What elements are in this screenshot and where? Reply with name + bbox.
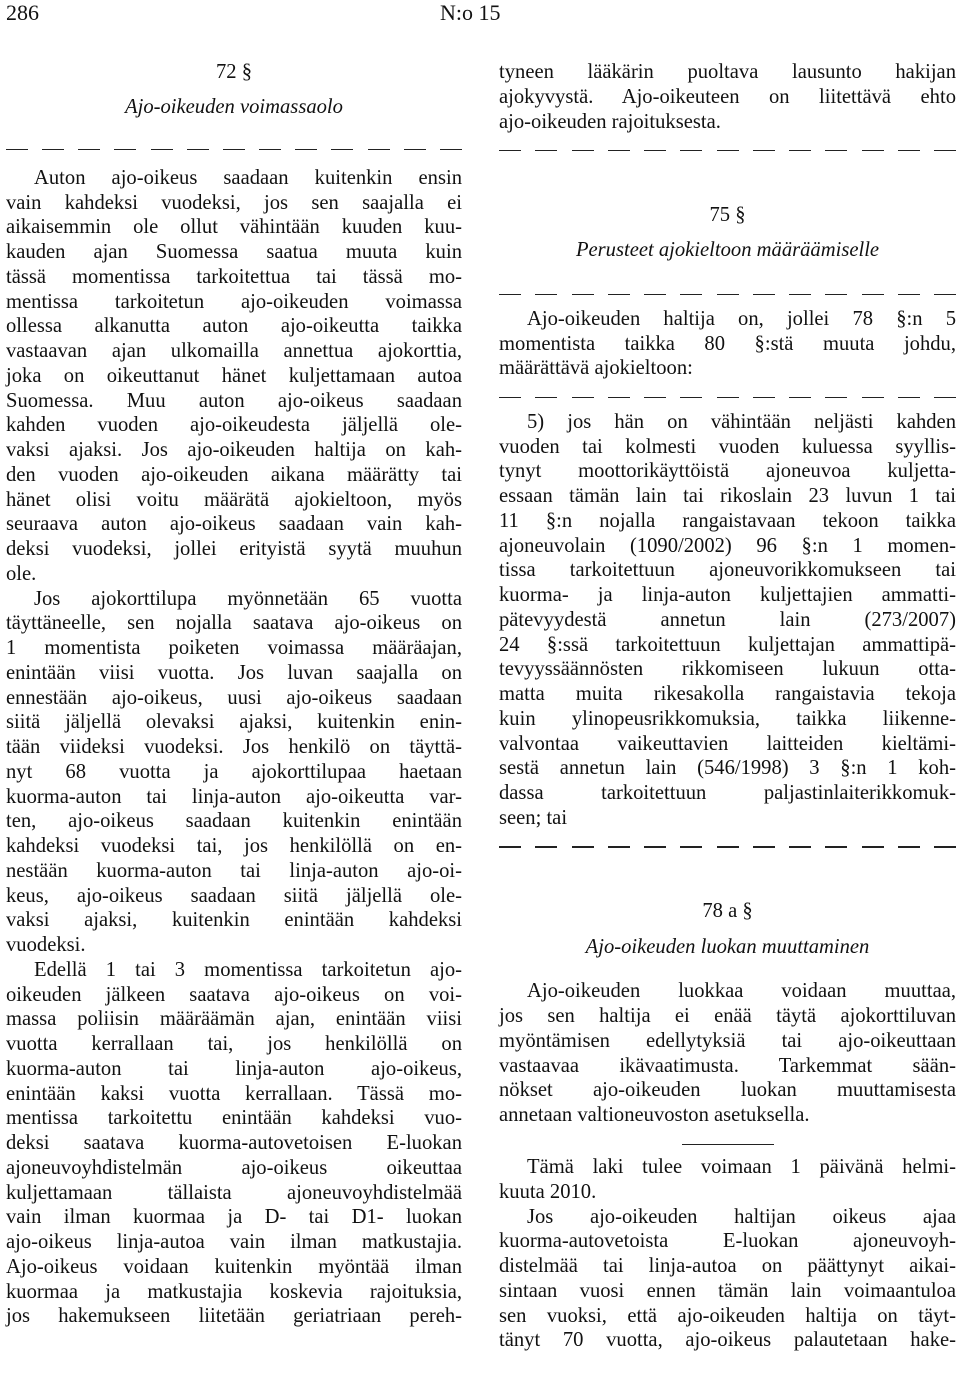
omission-dash bbox=[680, 397, 702, 399]
text-line: määrättävä ajokieltoon: bbox=[499, 357, 693, 380]
text-line: keus, ajo-oikeus saadaan siitä jäljellä ole- bbox=[6, 884, 462, 907]
omission-dash bbox=[717, 294, 739, 296]
text-line: 24 §:ssä tarkoitettuun kuljettajan ammattipä- bbox=[499, 633, 956, 656]
text-line: tynyt moottorikäyttöistä ajoneuvoa kuljetta- bbox=[499, 460, 956, 483]
issue-number: N:o 15 bbox=[440, 0, 501, 25]
omission-dash bbox=[680, 846, 702, 848]
omission-dash bbox=[862, 294, 884, 296]
text-line: hänet olisi voitu määrätä ajokieltoon, myös bbox=[6, 488, 462, 511]
omission-dash bbox=[42, 149, 64, 151]
text-line: ten, ajo-oikeus saadaan kuitenkin enintään bbox=[6, 810, 462, 833]
omission-dash bbox=[572, 846, 594, 848]
omission-dash bbox=[608, 397, 630, 399]
text-line: vuodeksi. bbox=[6, 934, 86, 956]
text-line: seuraava auton ajo-oikeus saadaan vain kah- bbox=[6, 513, 462, 536]
text-line: täyttäneelle, sen nojalla saatava ajo-oikeus on bbox=[6, 612, 462, 635]
text-line: pätevyydestä annetun lain (273/2007) bbox=[499, 608, 956, 631]
text-line: ajo-oikeus linja-autoa vain ilman matkustajia. bbox=[6, 1231, 462, 1253]
text-line: vuotta kerrallaan tai, jos henkilöllä on bbox=[6, 1033, 462, 1055]
omission-dash bbox=[499, 294, 521, 296]
omission-dash bbox=[898, 150, 920, 152]
text-line: vain kahdeksi vuodeksi, jos sen saajalla ei bbox=[6, 191, 462, 214]
section-75-title: Perusteet ajokieltoon määräämiselle bbox=[575, 239, 880, 261]
section-72-title: Ajo-oikeuden voimassaolo bbox=[125, 96, 343, 118]
omission-dash bbox=[535, 846, 557, 848]
omission-dash bbox=[644, 397, 666, 399]
text-line: ollessa alkanutta auton ajo-oikeutta taikka bbox=[6, 315, 462, 338]
text-line: distelmää tai linja-autoa on päättynyt aikai- bbox=[499, 1255, 956, 1278]
text-line: Tämä laki tulee voimaan 1 päivänä helmi- bbox=[527, 1156, 956, 1179]
omission-dash bbox=[789, 397, 811, 399]
text-line: massa poliisin määräämän ajan, enintään viisi bbox=[6, 1008, 462, 1031]
text-line: Jos ajokorttilupa myönnetään 65 vuotta bbox=[34, 587, 462, 610]
text-line: Jos ajo-oikeuden haltijan oikeus ajaa bbox=[527, 1205, 956, 1228]
omission-dash bbox=[404, 149, 426, 151]
text-line: tyneen lääkärin puoltava lausunto hakijan bbox=[499, 61, 956, 83]
omission-dash bbox=[572, 294, 594, 296]
omission-dash bbox=[499, 150, 521, 152]
text-line: kauden ajan Suomessa saatua muuta kuin bbox=[6, 241, 462, 263]
text-line: nyt 68 vuotta ja ajokorttilupaa haetaan bbox=[6, 760, 462, 783]
omission-dash bbox=[499, 397, 521, 399]
text-line: Ajo-oikeuden haltija on, jollei 78 §:n 5 bbox=[527, 307, 956, 330]
omission-dashes bbox=[499, 282, 956, 307]
text-line: tään viideksi vuodeksi. Jos henkilö on täyttä- bbox=[6, 736, 462, 758]
section-78a-title: Ajo-oikeuden luokan muuttaminen bbox=[585, 936, 870, 959]
section-78a-text bbox=[499, 979, 956, 1128]
text-line: tässä momentissa tarkoitettua tai tässä mo- bbox=[6, 265, 462, 288]
text-line: joka on oikeuttanut hänet kuljettamaan autoa bbox=[6, 364, 462, 387]
omission-dash bbox=[753, 294, 775, 296]
section-72-continuation bbox=[499, 60, 956, 134]
text-line: dassa tarkoitettuun paljastinlaiterikkomuk- bbox=[499, 782, 956, 804]
text-line: matta muita rikesakolla rangaistavia tekoja bbox=[499, 683, 956, 705]
omission-dash bbox=[151, 149, 173, 151]
text-line: vastaavaa ikävaatimusta. Tarkemmat sään- bbox=[499, 1054, 956, 1077]
text-line: mentissa tarkoitetun ajo-oikeuden voimassa bbox=[6, 290, 462, 313]
text-line: ole. bbox=[6, 562, 37, 585]
omission-dash bbox=[6, 149, 28, 151]
text-line: vaksi ajaksi, kuitenkin enintään kahdeksi bbox=[6, 909, 462, 932]
text-line: jos hakemukseen liitetään geriatriaan pereh- bbox=[6, 1305, 462, 1328]
text-line: valvontaa vaikeuttavien laitteiden kieltämi- bbox=[499, 732, 956, 755]
omission-dash bbox=[717, 150, 739, 152]
text-line: kuin ylinopeusrikkomuksia, taikka liikenne- bbox=[499, 707, 956, 730]
omission-dashes bbox=[499, 835, 956, 860]
section-75-item-5 bbox=[499, 410, 956, 831]
omission-dash bbox=[259, 149, 281, 151]
text-line: Auton ajo-oikeus saadaan kuitenkin ensin bbox=[34, 166, 462, 189]
omission-dash bbox=[934, 846, 956, 848]
omission-dash bbox=[535, 150, 557, 152]
text-line: tevyyssäännösten rikkomiseen lukuun otta- bbox=[499, 658, 956, 681]
omission-dash bbox=[608, 846, 630, 848]
page-number: 286 bbox=[6, 0, 39, 25]
omission-dash bbox=[862, 150, 884, 152]
text-line: kuormaa ja matkustajia koskevia rajoituksia, bbox=[6, 1280, 462, 1303]
omission-dash bbox=[862, 397, 884, 399]
omission-dash bbox=[644, 846, 666, 848]
omission-dash bbox=[898, 846, 920, 848]
section-75-intro bbox=[499, 307, 956, 381]
omission-dash bbox=[825, 150, 847, 152]
text-line: essaan tämän lain tai rikoslain 23 luvun 1 tai bbox=[499, 485, 956, 507]
text-line: ajoneuvolain (1090/2002) 96 §:n 1 momen- bbox=[499, 534, 956, 557]
text-line: enintään viisi vuotta. Jos luvan saajalla on bbox=[6, 661, 462, 684]
text-line: aikaisemmin ole ollut vähintään kuuden kuu- bbox=[6, 216, 462, 239]
omission-dash bbox=[717, 846, 739, 848]
omission-dash bbox=[608, 150, 630, 152]
omission-dash bbox=[789, 150, 811, 152]
omission-dash bbox=[608, 294, 630, 296]
text-line: sintaan vuosi ennen tämän lain voimaantuloa bbox=[499, 1279, 956, 1302]
section-72-text bbox=[6, 166, 462, 1329]
omission-dash bbox=[644, 150, 666, 152]
text-line: ajo-oikeuden rajoituksesta. bbox=[499, 110, 721, 133]
omission-dash bbox=[440, 149, 462, 151]
omission-dash bbox=[331, 149, 353, 151]
omission-dashes bbox=[499, 385, 956, 410]
text-line: ajoneuvoyhdistelmän ajo-oikeus oikeuttaa bbox=[6, 1156, 462, 1179]
omission-dash bbox=[572, 397, 594, 399]
omission-dash bbox=[368, 149, 390, 151]
text-line: kuorma-auton tai linja-auton ajo-oikeutta var- bbox=[6, 785, 462, 808]
section-78a-number: 78 a § bbox=[702, 900, 753, 923]
omission-dash bbox=[753, 150, 775, 152]
text-line: mentissa tarkoitettu enintään kahdeksi vuo- bbox=[6, 1107, 462, 1130]
text-line: tissa tarkoitettuun ajoneuvorikkomukseen tai bbox=[499, 559, 956, 582]
entry-into-force-text bbox=[499, 1155, 956, 1353]
omission-dashes bbox=[6, 137, 462, 162]
omission-dash bbox=[644, 294, 666, 296]
text-line: Edellä 1 tai 3 momentissa tarkoitetun ajo- bbox=[34, 958, 462, 981]
omission-dash bbox=[789, 294, 811, 296]
text-line: vaksi ajaksi. Jos ajo-oikeuden haltija on kah- bbox=[6, 439, 462, 461]
omission-dash bbox=[898, 397, 920, 399]
omission-dash bbox=[187, 149, 209, 151]
omission-dash bbox=[535, 397, 557, 399]
omission-dash bbox=[680, 294, 702, 296]
omission-dash bbox=[295, 149, 317, 151]
omission-dash bbox=[934, 150, 956, 152]
omission-dash bbox=[78, 149, 100, 151]
text-line: kahdeksi vuodeksi tai, jos henkilöllä on en- bbox=[6, 835, 462, 857]
text-line: ennestään ajo-oikeus, uusi ajo-oikeus saadaan bbox=[6, 686, 462, 709]
text-line: kuljettamaan tällaista ajoneuvoyhdistelmää bbox=[6, 1181, 462, 1204]
omission-dash bbox=[898, 294, 920, 296]
text-line: nestään kuorma-auton tai linja-auton ajo-oi- bbox=[6, 859, 462, 882]
text-line: kahden vuoden ajo-oikeudesta jäljellä ole- bbox=[6, 414, 462, 437]
text-line: siitä jäljellä olevaksi ajaksi, kuitenkin enin- bbox=[6, 711, 462, 734]
text-line: nökset ajo-oikeuden luokan muuttamisesta bbox=[499, 1079, 956, 1102]
omission-dash bbox=[753, 397, 775, 399]
text-line: Suomessa. Muu auton ajo-oikeus saadaan bbox=[6, 389, 462, 412]
section-72-number: 72 § bbox=[215, 61, 253, 83]
omission-dashes bbox=[499, 138, 956, 163]
omission-dash bbox=[753, 846, 775, 848]
text-line: Ajo-oikeuden luokkaa voidaan muuttaa, bbox=[527, 980, 956, 1003]
text-line: 5) jos hän on vähintään neljästi kahden bbox=[527, 410, 956, 433]
text-line: oikeuden jälkeen saatava ajo-oikeus on voi- bbox=[6, 983, 462, 1006]
text-line: Ajo-oikeus voidaan kuitenkin myöntää ilman bbox=[6, 1255, 462, 1278]
omission-dash bbox=[680, 150, 702, 152]
text-line: 11 §:n nojalla rangaistavaan tekoon taikka bbox=[499, 509, 956, 532]
omission-dash bbox=[717, 397, 739, 399]
omission-dash bbox=[572, 150, 594, 152]
omission-dash bbox=[114, 149, 136, 151]
omission-dash bbox=[535, 294, 557, 296]
text-line: tänyt 70 vuotta, ajo-oikeus palautetaan hake- bbox=[499, 1329, 956, 1352]
omission-dash bbox=[223, 149, 245, 151]
text-line: den vuoden ajo-oikeuden aikana määrätty tai bbox=[6, 463, 462, 486]
omission-dash bbox=[934, 294, 956, 296]
text-line: vastaavan ajan ulkomailla annettua ajokorttia, bbox=[6, 340, 462, 362]
text-line: kuuta 2010. bbox=[499, 1180, 597, 1203]
text-line: myöntämisen edellytyksiä tai ajo-oikeuttaan bbox=[499, 1029, 956, 1052]
text-line: deksi vuodeksi, jollei erityistä syytä muuhun bbox=[6, 538, 462, 560]
omission-dash bbox=[825, 397, 847, 399]
text-line: kuorma- ja linja-auton kuljettajien ammatti- bbox=[499, 584, 956, 606]
text-line: vain ilman kuormaa ja D- tai D1- luokan bbox=[6, 1206, 462, 1229]
text-line: sen vuoksi, että ajo-oikeuden haltija on täyt- bbox=[499, 1304, 956, 1327]
text-line: enintään kaksi vuotta kerrallaan. Tässä mo- bbox=[6, 1082, 462, 1105]
omission-dash bbox=[825, 294, 847, 296]
text-line: kuorma-auton tai linja-auton ajo-oikeus, bbox=[6, 1057, 462, 1080]
text-line: sestä annetun lain (546/1998) 3 §:n 1 koh- bbox=[499, 757, 956, 780]
omission-dash bbox=[825, 846, 847, 848]
text-line: deksi saatava kuorma-autovetoisen E-luokan bbox=[6, 1132, 462, 1154]
text-line: jos sen haltija ei enää täytä ajokorttiluvan bbox=[499, 1005, 956, 1027]
text-line: ajokyvystä. Ajo-oikeuteen on liitettävä ehto bbox=[499, 85, 956, 108]
text-line: vuoden tai kolmesti vuoden kuluessa syyllis- bbox=[499, 435, 956, 458]
omission-dash bbox=[789, 846, 811, 848]
omission-dash bbox=[499, 846, 521, 848]
section-75-number: 75 § bbox=[709, 204, 746, 226]
text-line: momentista taikka 80 §:stä muuta johdu, bbox=[499, 332, 956, 355]
left-column bbox=[6, 60, 462, 1329]
omission-dash bbox=[862, 846, 884, 848]
omission-dash bbox=[934, 397, 956, 399]
right-column bbox=[499, 60, 956, 1353]
text-line: kuorma-autovetoista E-luokan ajoneuvoyh- bbox=[499, 1230, 956, 1253]
text-line: annetaan valtioneuvoston asetuksella. bbox=[499, 1104, 810, 1126]
text-line: seen; tai bbox=[499, 806, 568, 829]
text-line: 1 momentista poiketen voimassa määräajan, bbox=[6, 637, 462, 659]
